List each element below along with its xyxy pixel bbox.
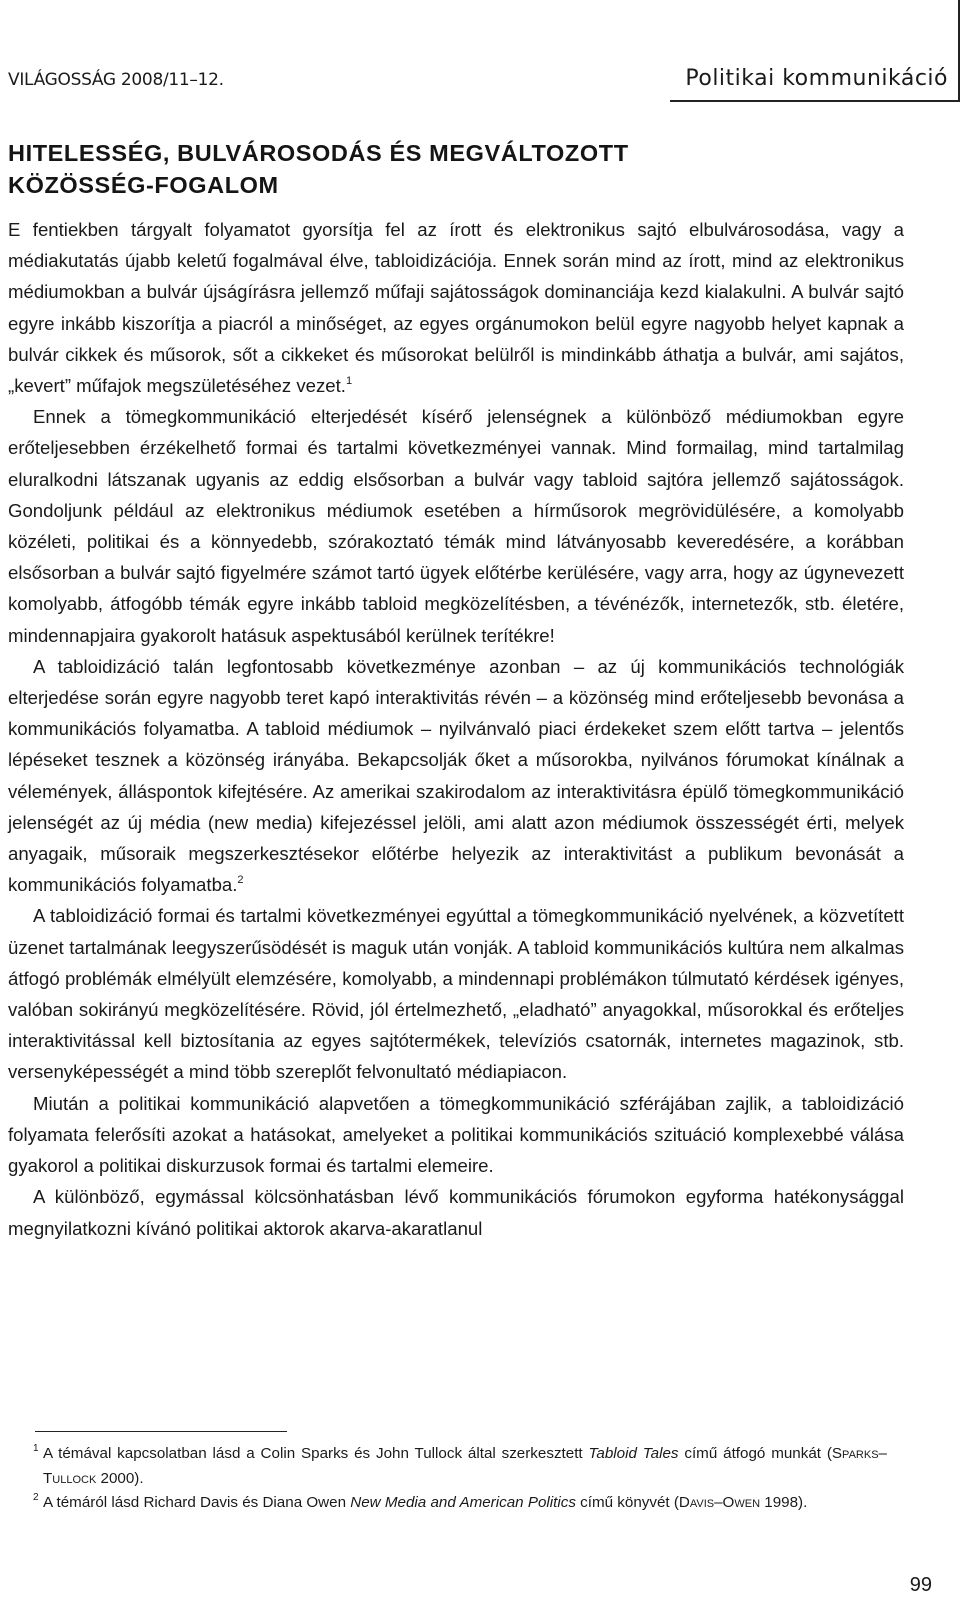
footnote-2 bbox=[35, 1491, 887, 1516]
footnote-1-citation: Sparks–Tullock bbox=[43, 1445, 887, 1487]
paragraph-1 bbox=[8, 214, 904, 401]
title-line-1: HITELESSÉG, BULVÁROSODÁS ÉS MEGVÁLTOZOTT bbox=[8, 140, 629, 166]
paragraph-3-text: A tabloidizáció talán legfontosabb következménye azonban – az új kommunikációs technológiák elterjedése során egyre nagyobb teret kapó interaktivitás révén – a közönség mind erőteljesebb bevonása a kommunikációs folyamatba. A tabloid médiumok – nyilvánvaló piaci érdekeket szem előtt tartva – jelentős lépéseket tesznek a közönség irányába. Bekapcsolják őket a műsorokba, nyilvános fórumokat kínálnak a vélemények, álláspontok kifejtésére. Az amerikai szakirodalom az interaktivitásra épülő tömegkommunikáció jelenségét az új média (new media) kifejezéssel jelöli, ami alatt azon médiumok összességét érti, melyek anyagaik, műsoraik megszerkesztésekor előtérbe helyezik az interaktivitást a publikum bevonását a kommunikációs folyamatba. bbox=[8, 655, 904, 896]
paragraph-2: Ennek a tömegkommunikáció elterjedését kísérő jelenségnek a különböző médiumokban egyre erőteljesebben érzékelhető formai és tartalmi következményei vannak. Mind formailag, mind tartalmilag eluralkodni látszanak ugyanis az eddig elsősorban a bulvár vagy tabloid sajtóra jellemző sajátosságok. Gondoljunk például az elektronikus médiumok esetében a hírműsorok megrövidülésére, a komolyabb közéleti, politikai és a könnyedebb, szórakoztató témák mind látványosabb keveredésére, a korábban elsősorban a bulvár sajtó figyelmére számot tartó ügyek előtérbe kerülésére, vagy arra, hogy az úgynevezett komolyabb, átfogóbb témák egyre inkább tabloid megközelítésben, a tévénézők, internetezők, stb. életére, mindennapjaira gyakorolt hatásuk aspektusából kerülnek terítékre! bbox=[8, 406, 904, 646]
footnote-2-number: 2 bbox=[33, 1492, 39, 1503]
paragraph-1-text: E fentiekben tárgyalt folyamatot gyorsítja fel az írott és elektronikus sajtó elbulvárosodása, vagy a médiakutatás újabb keletű fogalmával élve, tabloidizációja. Ennek során mind az írott, mind az elektronikus médiumokban a bulvár újságírásra jellemző műfaji sajátosságok dominanciája kezd kialakulni. A bulvár sajtó egyre inkább kiszorítja a piacról a minőséget, az egyes orgánumokon belül egyre nagyobb helyet kapnak a bulvár cikkek és műsorok, sőt a cikkeket és műsorokat belülről is mindinkább áthatja a bulvár, ami sajátos, „kevert” műfajok megszületéséhez vezet. bbox=[8, 219, 904, 397]
footnote-1-post: 2000). bbox=[96, 1469, 144, 1487]
footnote-1-number: 1 bbox=[33, 1443, 39, 1454]
paragraph-6: A különböző, egymással kölcsönhatásban lévő kommunikációs fórumokon egyforma hatékonysággal megnyilatkozni kívánó politikai aktorok akarva-akaratlanul bbox=[8, 1186, 904, 1239]
footnote-1-pre: A témával kapcsolatban lásd a Colin Sparks és John Tullock által szerkesztett bbox=[43, 1445, 589, 1462]
paragraph-4: A tabloidizáció formai és tartalmi következményei egyúttal a tömegkommunikáció nyelvének, a közvetített üzenet tartalmának leegyszerűsödését is maguk után vonják. A tabloid kommunikációs kultúra nem alkalmas átfogó problémák elmélyült elemzésére, komolyabb, a mindennapi problémákon túlmutató kérdések igényes, valóban sokirányú megközelítésére. Rövid, jól értelmezhető, „eladható” anyagokkal, műsorokkal és erőteljes interaktivitással kell biztosítania az egyes sajtótermékek, televíziós csatornák, internetes magazinok, stb. versenyképességét a mind több szereplőt felvonultató médiapiacon. bbox=[8, 905, 904, 1083]
footnote-2-mid: című könyvét ( bbox=[575, 1494, 679, 1511]
footnote-2-book-title: New Media and American Politics bbox=[350, 1494, 576, 1511]
footnote-2-pre: A témáról lásd Richard Davis és Diana Owen bbox=[43, 1494, 351, 1511]
paragraph-5: Miután a politikai kommunikáció alapvetően a tömegkommunikáció szférájában zajlik, a tabloidizáció folyamata felerősíti azokat a hatásokat, amelyeket a politikai kommunikációs szituáció komplexebbé válása gyakorol a politikai diskurzusok formai és tartalmi elemeire. bbox=[8, 1092, 904, 1177]
footnote-ref-1[interactable]: 1 bbox=[345, 375, 353, 388]
footnote-1-mid: című átfogó munkát ( bbox=[678, 1445, 832, 1462]
footnote-2-post: 1998). bbox=[760, 1494, 808, 1511]
footnote-ref-2[interactable]: 2 bbox=[237, 874, 244, 887]
footnote-2-citation: Davis–Owen bbox=[678, 1494, 761, 1511]
paragraph-3 bbox=[8, 651, 904, 901]
page-number: 99 bbox=[909, 1574, 932, 1596]
footnotes bbox=[35, 1442, 887, 1516]
page-header bbox=[0, 0, 960, 100]
section-title: Politikai kommunikáció bbox=[685, 66, 948, 91]
footnote-1 bbox=[35, 1442, 887, 1491]
header-horizontal-rule bbox=[670, 100, 960, 102]
footnote-divider bbox=[35, 1431, 287, 1432]
title-line-2: KÖZÖSSÉG-FOGALOM bbox=[8, 172, 279, 198]
article-title bbox=[8, 137, 908, 201]
journal-name: VILÁGOSSÁG 2008/11–12. bbox=[8, 70, 224, 90]
footnote-1-book-title: Tabloid Tales bbox=[588, 1445, 679, 1462]
article-body bbox=[8, 214, 904, 1244]
